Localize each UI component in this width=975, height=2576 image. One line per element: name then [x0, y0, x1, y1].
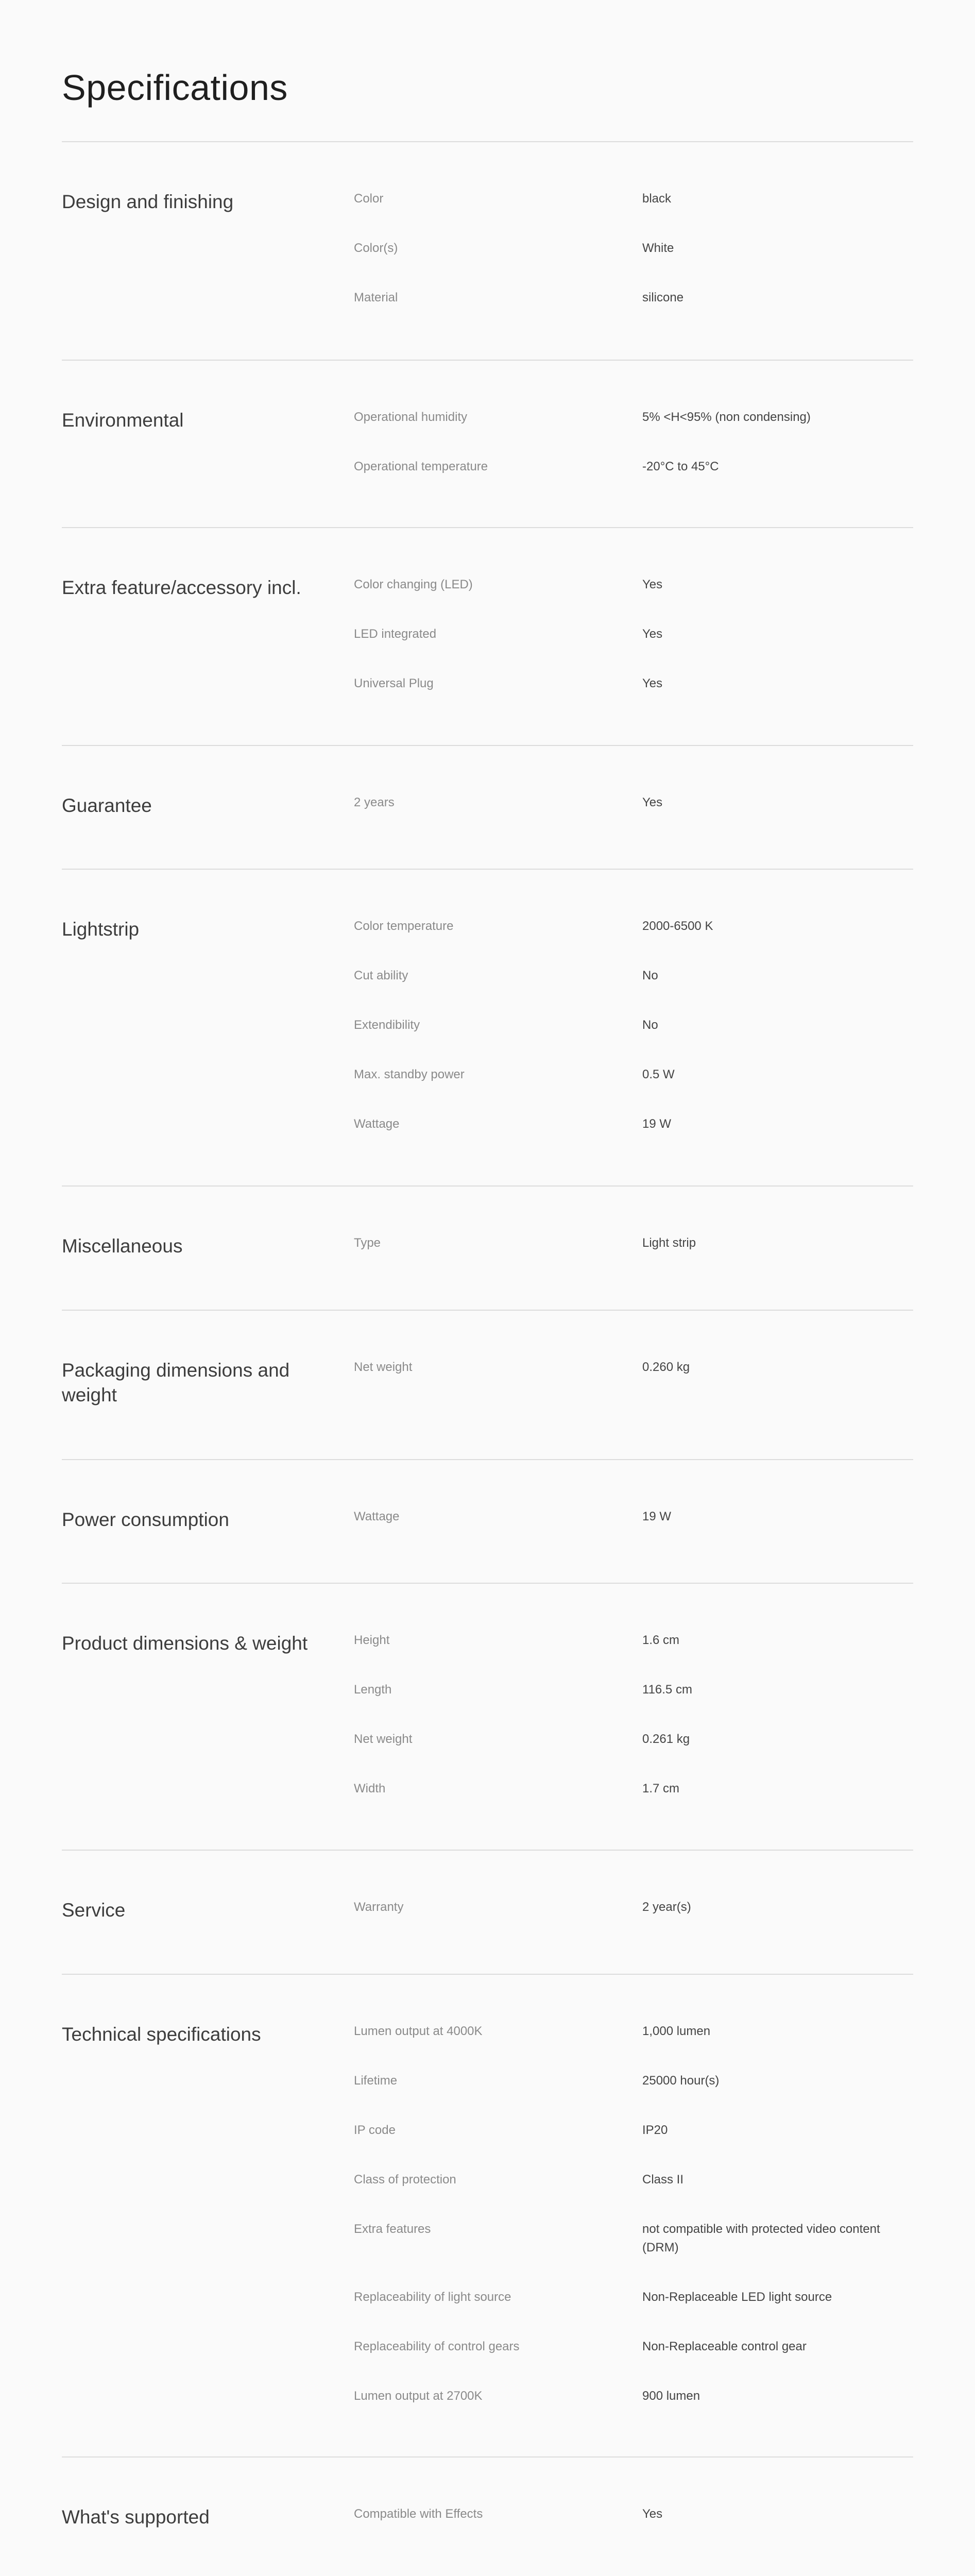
- spec-label: Length: [354, 1683, 392, 1697]
- spec-row: [354, 1358, 913, 1408]
- spec-section-technical-specifications: [62, 1974, 913, 2456]
- spec-section-miscellaneous: [62, 1185, 913, 1310]
- spec-row: [354, 1507, 913, 1557]
- spec-row: [354, 2121, 913, 2171]
- spec-label: Wattage: [354, 1117, 400, 1131]
- spec-rows: [354, 793, 913, 843]
- spec-value: Yes: [642, 795, 663, 809]
- spec-rows: [354, 1898, 913, 1947]
- spec-rows: [354, 190, 913, 338]
- spec-label: Color temperature: [354, 919, 454, 933]
- spec-value: Non-Replaceable LED light source: [642, 2290, 832, 2304]
- spec-row: [354, 1234, 913, 1283]
- spec-rows: [354, 1358, 913, 1408]
- spec-value: Class II: [642, 2173, 684, 2187]
- spec-value: IP20: [642, 2123, 668, 2137]
- section-title: What's supported: [62, 2506, 210, 2528]
- spec-value: No: [642, 969, 658, 982]
- spec-row: [354, 1681, 913, 1730]
- spec-value: -20°C to 45°C: [642, 460, 719, 473]
- spec-row: [354, 457, 913, 507]
- spec-row: [354, 625, 913, 674]
- spec-label: Width: [354, 1782, 386, 1795]
- spec-value: black: [642, 192, 672, 206]
- spec-value: Non-Replaceable control gear: [642, 2340, 807, 2353]
- spec-rows: [354, 575, 913, 724]
- spec-value: 19 W: [642, 1510, 672, 1523]
- spec-label: Replaceability of control gears: [354, 2340, 520, 2353]
- section-title: Miscellaneous: [62, 1235, 183, 1257]
- section-title: Environmental: [62, 410, 184, 431]
- spec-label: Cut ability: [354, 969, 408, 982]
- spec-label: Color: [354, 192, 384, 206]
- spec-value: not compatible with protected video content (DRM): [642, 2222, 880, 2255]
- spec-value: 1.7 cm: [642, 1782, 680, 1795]
- section-title: Product dimensions & weight: [62, 1633, 308, 1654]
- spec-label: Net weight: [354, 1360, 413, 1374]
- spec-row: [354, 1115, 913, 1164]
- spec-value: 5% <H<95% (non condensing): [642, 410, 811, 424]
- spec-value: Yes: [642, 2507, 663, 2521]
- spec-row: [354, 2171, 913, 2220]
- section-title: Packaging dimensions and weight: [62, 1360, 290, 1405]
- spec-section-service: [62, 1850, 913, 1974]
- spec-section-power-consumption: [62, 1459, 913, 1583]
- spec-value: Yes: [642, 627, 663, 641]
- spec-row: [354, 1730, 913, 1780]
- spec-value: 19 W: [642, 1117, 672, 1131]
- spec-row: [354, 1780, 913, 1829]
- spec-label: Color(s): [354, 241, 398, 255]
- section-title: Lightstrip: [62, 919, 140, 940]
- spec-row: [354, 793, 913, 843]
- spec-value: 0.260 kg: [642, 1360, 690, 1374]
- spec-row: [354, 2505, 913, 2554]
- spec-label: Color changing (LED): [354, 578, 473, 591]
- spec-row: [354, 2022, 913, 2072]
- spec-sections: [62, 141, 913, 2576]
- spec-rows: [354, 408, 913, 507]
- spec-label: Compatible with Effects: [354, 2507, 483, 2521]
- spec-value: 0.261 kg: [642, 1732, 690, 1746]
- spec-row: [354, 1065, 913, 1115]
- section-title: Power consumption: [62, 1509, 229, 1530]
- spec-label: Lumen output at 4000K: [354, 2024, 483, 2038]
- spec-value: 900 lumen: [642, 2389, 700, 2403]
- spec-label: Net weight: [354, 1732, 413, 1746]
- spec-value: 1.6 cm: [642, 1633, 680, 1647]
- spec-value: 25000 hour(s): [642, 2074, 720, 2088]
- spec-label: 2 years: [354, 795, 395, 809]
- spec-value: silicone: [642, 291, 684, 304]
- spec-row: [354, 1631, 913, 1681]
- spec-label: Operational humidity: [354, 410, 468, 424]
- spec-rows: [354, 1631, 913, 1829]
- spec-row: [354, 1898, 913, 1947]
- spec-value: Yes: [642, 676, 663, 690]
- spec-label: Extra features: [354, 2222, 431, 2236]
- spec-row: [354, 2072, 913, 2121]
- spec-label: Extendibility: [354, 1018, 420, 1032]
- page-title: Specifications: [62, 67, 288, 108]
- spec-label: Warranty: [354, 1900, 404, 1914]
- spec-label: Max. standby power: [354, 1067, 465, 1081]
- spec-value: No: [642, 1018, 658, 1032]
- spec-section-whats-supported: [62, 2456, 913, 2576]
- spec-value: 116.5 cm: [642, 1683, 692, 1697]
- spec-value: 2000-6500 K: [642, 919, 713, 933]
- spec-rows: [354, 2022, 913, 2436]
- spec-rows: [354, 1234, 913, 1283]
- spec-label: Wattage: [354, 1510, 400, 1523]
- spec-section-lightstrip: [62, 869, 913, 1185]
- spec-section-design-and-finishing: [62, 141, 913, 360]
- spec-row: [354, 575, 913, 625]
- section-title: Design and finishing: [62, 191, 234, 212]
- spec-label: Lumen output at 2700K: [354, 2389, 483, 2403]
- spec-section-environmental: [62, 360, 913, 527]
- spec-row: [354, 1016, 913, 1065]
- spec-label: Universal Plug: [354, 676, 434, 690]
- spec-value: Light strip: [642, 1236, 696, 1250]
- section-title: Technical specifications: [62, 2024, 261, 2045]
- spec-label: IP code: [354, 2123, 396, 2137]
- section-title: Service: [62, 1900, 126, 1921]
- spec-value: White: [642, 241, 674, 255]
- spec-row: [354, 2220, 913, 2288]
- spec-row: [354, 239, 913, 289]
- spec-label: Operational temperature: [354, 460, 488, 473]
- spec-section-product-dimensions: [62, 1583, 913, 1850]
- spec-row: [354, 674, 913, 724]
- spec-label: LED integrated: [354, 627, 437, 641]
- spec-section-extra-feature-accessory: [62, 527, 913, 745]
- spec-label: Material: [354, 291, 398, 304]
- spec-rows: [354, 1507, 913, 1557]
- spec-value: Yes: [642, 578, 663, 591]
- spec-row: [354, 967, 913, 1016]
- spec-label: Type: [354, 1236, 381, 1250]
- spec-label: Replaceability of light source: [354, 2290, 511, 2304]
- spec-value: 0.5 W: [642, 1067, 675, 1081]
- spec-row: [354, 2387, 913, 2436]
- spec-value: 2 year(s): [642, 1900, 691, 1914]
- spec-value: 1,000 lumen: [642, 2024, 711, 2038]
- spec-label: Lifetime: [354, 2074, 398, 2088]
- spec-section-packaging-dimensions: [62, 1310, 913, 1459]
- spec-label: Class of protection: [354, 2173, 456, 2187]
- spec-row: [354, 2288, 913, 2337]
- section-title: Guarantee: [62, 795, 152, 816]
- spec-row: [354, 408, 913, 457]
- spec-row: [354, 289, 913, 338]
- spec-row: [354, 2337, 913, 2387]
- spec-row: [354, 917, 913, 967]
- spec-rows: [354, 2505, 913, 2554]
- spec-row: [354, 190, 913, 239]
- spec-rows: [354, 917, 913, 1164]
- section-title: Extra feature/accessory incl.: [62, 577, 301, 598]
- spec-label: Height: [354, 1633, 390, 1647]
- spec-section-guarantee: [62, 745, 913, 869]
